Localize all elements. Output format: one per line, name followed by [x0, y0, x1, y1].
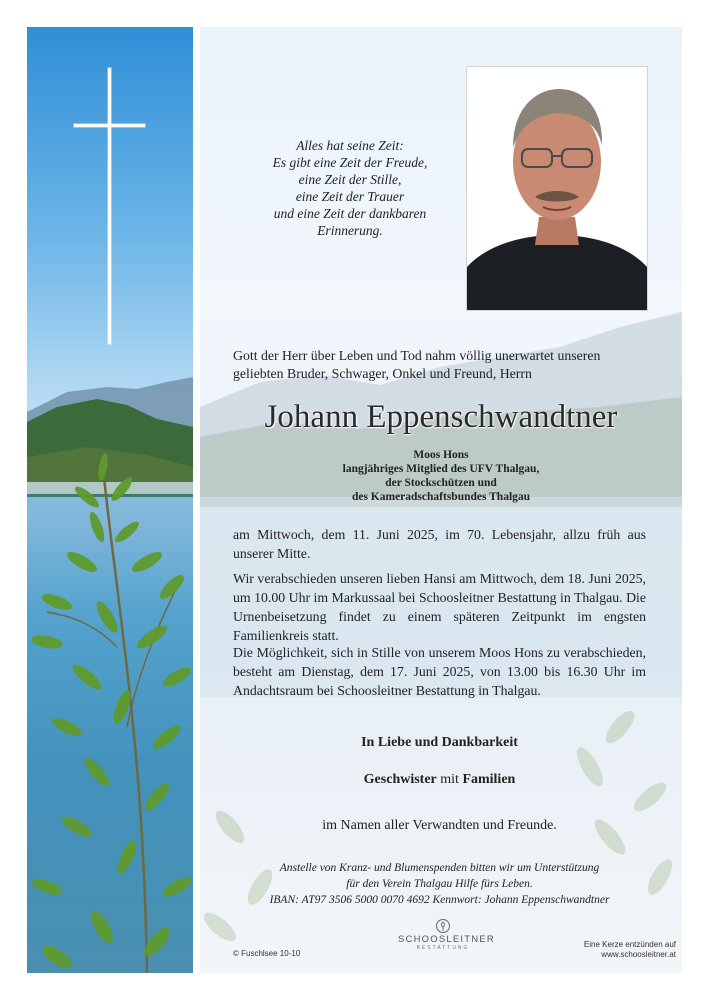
candle-text: Eine Kerze entzünden auf [583, 940, 676, 949]
closing-siblings [233, 772, 646, 788]
subtitle-line: des Kameradschaftsbundes Thalgau [351, 491, 531, 503]
viewing-paragraph: Die Möglichkeit, sich in Stille von unserem Moos Hons zu verabschieden, besteht am Dienstag, dem 17. Juni 2025, von 13.00 bis 16.30 Uhr im Andachtsraum bei Schoosleitner Bestattung in Thalgau. [233, 645, 646, 698]
landscape-image [27, 27, 193, 973]
closing-love: In Liebe und Dankbarkeit [361, 735, 518, 750]
quote-line: und eine Zeit der dankbaren [273, 206, 427, 221]
quote-line: Erinnerung. [317, 223, 383, 238]
closing-relatives: im Namen aller Verwandten und Freunde. [322, 818, 557, 833]
obituary-card [200, 27, 682, 973]
cross-icon [73, 67, 146, 345]
brand-name: SCHOOSLEITNER [398, 934, 495, 945]
brand-subtitle: BESTATTUNG [416, 945, 470, 951]
note-line: IBAN: AT97 3506 5000 0070 4692 Kennwort: Johann Eppenschwandtner [269, 894, 610, 906]
candle-link[interactable] [540, 940, 676, 960]
quote-line: Alles hat seine Zeit: [296, 138, 404, 153]
subtitle-line: der Stockschützen und [385, 477, 497, 489]
copyright: © Fuschlsee 10-10 [233, 949, 301, 958]
quote-line: eine Zeit der Trauer [295, 189, 405, 204]
subtitle [233, 448, 649, 504]
funeral-home-logo[interactable] [398, 918, 495, 952]
rose-icon [435, 918, 451, 934]
note-line: Anstelle von Kranz- und Blumenspenden bitten wir um Unterstützung [279, 862, 600, 874]
death-date-paragraph: am Mittwoch, dem 11. Juni 2025, im 70. Lebensjahr, allzu früh aus unserer Mitte. [233, 527, 646, 561]
intro-text: Gott der Herr über Leben und Tod nahm völlig unerwartet unseren geliebten Bruder, Schwager, Onkel und Freund, Herrn [233, 348, 601, 381]
landscape-strip [27, 27, 193, 973]
farewell-paragraph: Wir verabschieden unseren lieben Hansi am Mittwoch, dem 18. Juni 2025, um 10.00 Uhr im Markussaal bei Schoosleitner Bestattung in Thalgau. Die Urnenbeisetzung findet zu einem späteren Zeitpunkt im engsten Familienkreis statt. [233, 571, 646, 643]
siblings-label: Geschwister [363, 772, 437, 787]
quote-line: eine Zeit der Stille, [298, 172, 402, 187]
donation-note [233, 860, 646, 908]
website-link[interactable]: www.schoosleitner.at [601, 950, 676, 959]
note-line: für den Verein Thalgau Hilfe fürs Leben. [346, 878, 533, 890]
deceased-name: Johann Eppenschwandtner [264, 399, 618, 435]
subtitle-line: langjähriges Mitglied des UFV Thalgau, [342, 463, 540, 475]
portrait-image [467, 67, 647, 310]
portrait-photo [466, 66, 648, 311]
families-label: Familien [462, 772, 516, 787]
siblings-connector: mit [436, 772, 463, 787]
subtitle-line: Moos Hons [413, 449, 469, 461]
quote-line: Es gibt eine Zeit der Freude, [272, 155, 428, 170]
quote [230, 137, 470, 239]
